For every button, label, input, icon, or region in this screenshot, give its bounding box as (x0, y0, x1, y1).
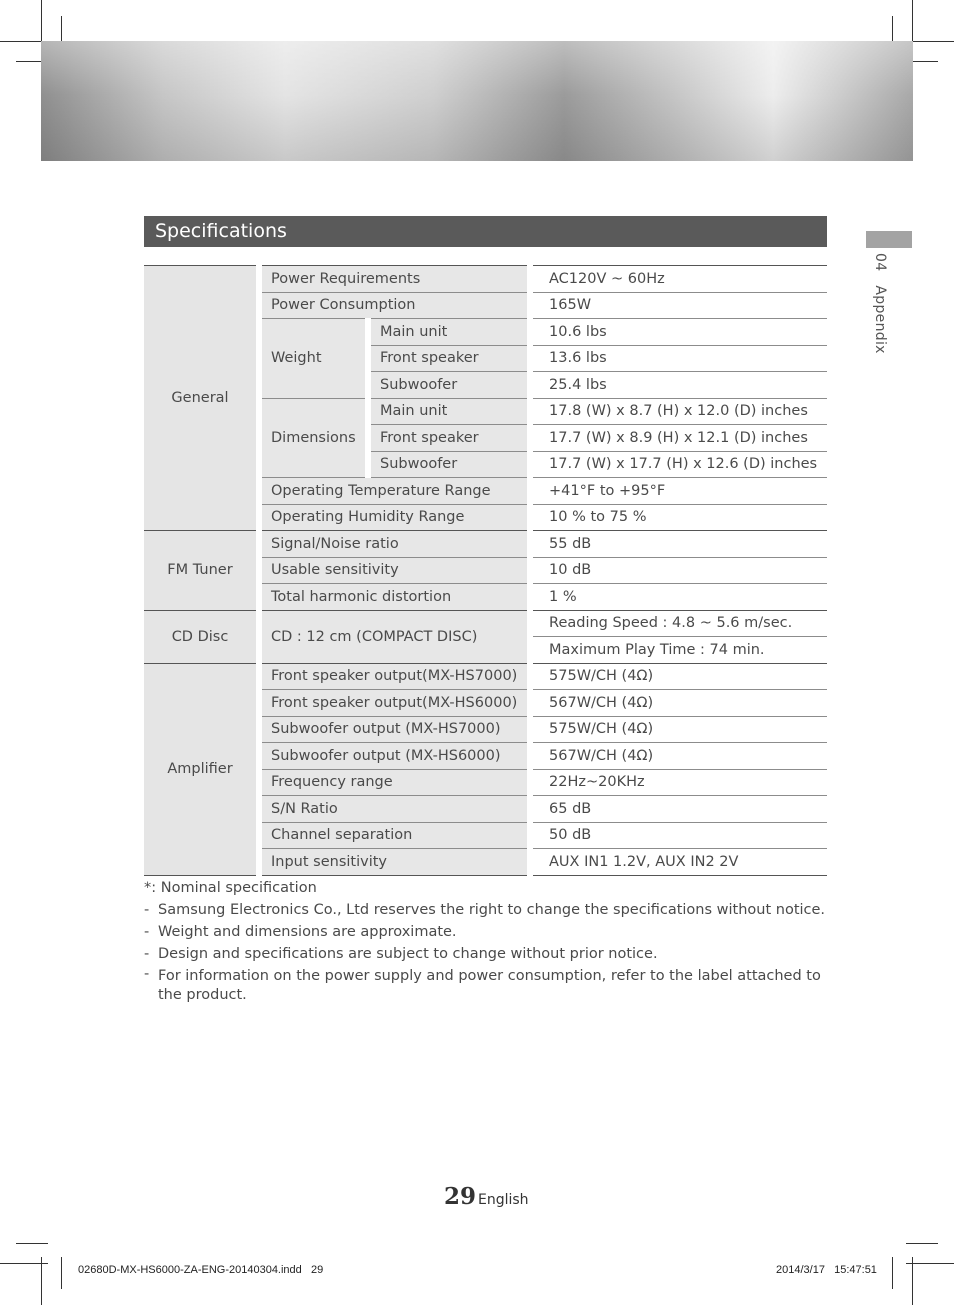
note-dash: - (144, 924, 150, 940)
crop-mark (61, 1257, 62, 1289)
page-number: 29 (444, 1183, 477, 1210)
spec-label: Front speaker (368, 425, 530, 452)
spec-value: AC120V ~ 60Hz (530, 266, 827, 293)
note-dash: - (144, 946, 150, 962)
spec-value: AUX IN1 1.2V, AUX IN2 2V (530, 849, 827, 876)
table-row (144, 531, 827, 558)
spec-label: Front speaker (368, 345, 530, 372)
crop-mark (16, 1243, 48, 1244)
spec-label: Usable sensitivity (259, 557, 530, 584)
spec-value: 17.7 (W) x 8.9 (H) x 12.1 (D) inches (530, 425, 827, 452)
spec-label: Subwoofer output (MX-HS7000) (259, 716, 530, 743)
note-text: For information on the power supply and power consumption, refer to the label attached to the product. (158, 968, 821, 1003)
chapter-name: Appendix (872, 285, 888, 354)
page-language: English (478, 1192, 529, 1208)
note-item (144, 943, 827, 965)
spec-value: Maximum Play Time : 74 min. (530, 637, 827, 664)
spec-value: Reading Speed : 4.8 ~ 5.6 m/sec. (530, 610, 827, 637)
spec-label: Total harmonic distortion (259, 584, 530, 611)
spec-group-label: Dimensions (259, 398, 368, 478)
spec-label: Operating Temperature Range (259, 478, 530, 505)
spec-label: Input sensitivity (259, 849, 530, 876)
nominal-note: *: Nominal specification (144, 880, 317, 896)
spec-label: Subwoofer output (MX-HS6000) (259, 743, 530, 770)
spec-label: Power Requirements (259, 266, 530, 293)
print-slug-date: 2014/3/17 15:47:51 (776, 1264, 877, 1276)
spec-value: 10 dB (530, 557, 827, 584)
note-item (144, 899, 827, 921)
spec-label: CD : 12 cm (COMPACT DISC) (259, 610, 530, 663)
category-fm-tuner: FM Tuner (144, 531, 259, 611)
crop-mark (41, 1257, 42, 1305)
note-dash: - (144, 966, 150, 982)
chapter-label (872, 253, 888, 368)
spec-value: 567W/CH (4Ω) (530, 743, 827, 770)
spec-label: Main unit (368, 398, 530, 425)
spec-value: 55 dB (530, 531, 827, 558)
spec-group-label: Weight (259, 319, 368, 399)
crop-mark (892, 1257, 893, 1289)
spec-label: Power Consumption (259, 292, 530, 319)
spec-value: 13.6 lbs (530, 345, 827, 372)
note-item (144, 965, 827, 1005)
spec-label: S/N Ratio (259, 796, 530, 823)
spec-value: 165W (530, 292, 827, 319)
category-general: General (144, 266, 259, 531)
spec-value: 567W/CH (4Ω) (530, 690, 827, 717)
crop-mark (0, 1263, 48, 1264)
spec-value: 17.8 (W) x 8.7 (H) x 12.0 (D) inches (530, 398, 827, 425)
spec-value: 575W/CH (4Ω) (530, 663, 827, 690)
crop-mark (906, 1263, 954, 1264)
spec-value: 65 dB (530, 796, 827, 823)
spec-value: 25.4 lbs (530, 372, 827, 399)
spec-label: Subwoofer (368, 372, 530, 399)
notes (144, 877, 827, 1005)
spec-value: 575W/CH (4Ω) (530, 716, 827, 743)
section-header (144, 216, 827, 247)
chapter-number: 04 (872, 253, 888, 272)
spec-label: Frequency range (259, 769, 530, 796)
spec-label: Main unit (368, 319, 530, 346)
spec-value: +41°F to +95°F (530, 478, 827, 505)
chapter-tab (866, 231, 912, 248)
table-row (144, 610, 827, 637)
table-row (144, 266, 827, 293)
category-cd-disc: CD Disc (144, 610, 259, 663)
spec-value: 1 % (530, 584, 827, 611)
print-slug-file: 02680D-MX-HS6000-ZA-ENG-20140304.indd 29 (78, 1264, 324, 1276)
section-title: Specifications (155, 220, 287, 242)
crop-mark (912, 1257, 913, 1305)
specifications-table (144, 265, 827, 876)
spec-value: 22Hz~20KHz (530, 769, 827, 796)
spec-value: 10 % to 75 % (530, 504, 827, 531)
spec-label: Front speaker output(MX-HS6000) (259, 690, 530, 717)
note-text: Samsung Electronics Co., Ltd reserves the right to change the specifications without notice. (158, 902, 826, 918)
header-banner (41, 41, 913, 161)
note-text: Weight and dimensions are approximate. (158, 924, 457, 940)
spec-label: Operating Humidity Range (259, 504, 530, 531)
spec-label: Subwoofer (368, 451, 530, 478)
spec-label: Channel separation (259, 822, 530, 849)
category-amplifier: Amplifier (144, 663, 259, 875)
note-text: Design and specifications are subject to change without prior notice. (158, 946, 658, 962)
note-dash: - (144, 902, 150, 918)
spec-value: 10.6 lbs (530, 319, 827, 346)
note-item (144, 921, 827, 943)
crop-mark (906, 1243, 938, 1244)
spec-label: Signal/Noise ratio (259, 531, 530, 558)
spec-value: 17.7 (W) x 17.7 (H) x 12.6 (D) inches (530, 451, 827, 478)
table-row (144, 663, 827, 690)
spec-value: 50 dB (530, 822, 827, 849)
crop-mark (906, 41, 954, 42)
spec-label: Front speaker output(MX-HS7000) (259, 663, 530, 690)
